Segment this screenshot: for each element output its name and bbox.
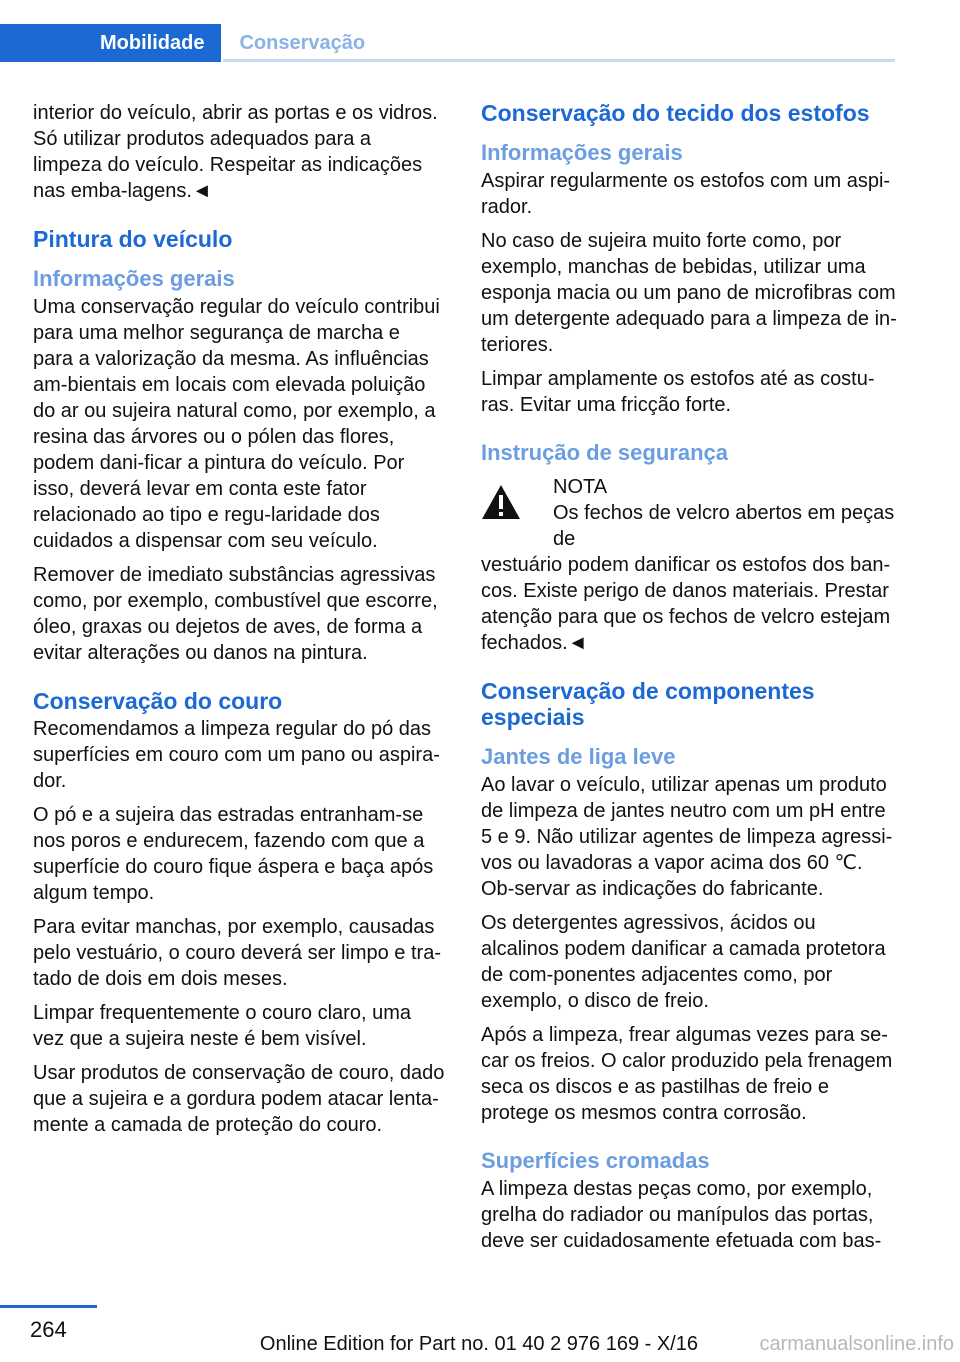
leather-paragraph-2: O pó e a sujeira das estradas entranham-se nos poros e endurecem, fazendo com que a superfície do couro fique áspera e baça após algum tempo. — [33, 804, 434, 904]
safety-note — [481, 474, 897, 656]
chrome-paragraph-1: A limpeza destas peças como, por exemplo, grelha do radiador ou manípulos das portas, deve ser cuidadosamente efetuada com bas‐ — [481, 1178, 882, 1252]
page-number: 264 — [30, 1317, 67, 1342]
leather-paragraph-5: Usar produtos de conservação de couro, dado que a sujeira e a gordura podem atacar lenta‐mente a camada de proteção do couro. — [33, 1062, 445, 1136]
section-title-paint: Pintura do veículo — [33, 226, 233, 252]
header-rule — [223, 59, 895, 62]
watermark: carmanualsonline.info — [759, 1333, 954, 1355]
warning-triangle-icon — [481, 484, 521, 520]
paint-paragraph-1: Uma conservação regular do veículo contribui para uma melhor segurança de marcha e para a valorização da mesma. As influências am‐bientais em locais com elevada poluição do ar ou sujeira natural como, por exemplo, a resina das árvores ou o pólen das flores, podem dani‐ficar a pintura do veículo. Por isso, deverá levar em conta este fator relacionado ao tipo e regu‐laridade dos cuidados a dispensar com seu veículo. — [33, 296, 440, 552]
left-column — [33, 100, 445, 1146]
subsection-title-safety: Instrução de segurança — [481, 440, 728, 465]
wheels-paragraph-2: Os detergentes agressivos, ácidos ou alcalinos podem danificar a camada protetora de com‐ponentes adjacentes como, por exemplo, o disco de freio. — [481, 912, 886, 1012]
leather-paragraph-1: Recomendamos a limpeza regular do pó das superfícies em couro com um pano ou aspira‐dor. — [33, 718, 440, 792]
note-first-line: Os fechos de velcro abertos em peças de — [553, 502, 895, 550]
note-body: vestuário podem danificar os estofos dos ban‐cos. Existe perigo de danos materiais. Prestar atenção para que os fechos de velcro estejam fechados.◄ — [481, 554, 891, 654]
section-title-special: Conservação de componentes especiais — [481, 678, 815, 730]
subsection-title-chrome: Superfícies cromadas — [481, 1148, 710, 1173]
right-column — [481, 100, 897, 1262]
footer-accent-bar — [0, 1305, 97, 1308]
tab-conservacao[interactable]: Conservação — [239, 31, 366, 54]
subsection-title-wheels: Jantes de liga leve — [481, 744, 676, 769]
wheels-paragraph-3: Após a limpeza, frear algumas vezes para se‐car os freios. O calor produzido pela frenagem seca os discos e as pastilhas de freio e protege os mesmos contra corrosão. — [481, 1024, 893, 1124]
leather-paragraph-4: Limpar frequentemente o couro claro, uma vez que a sujeira neste é bem visível. — [33, 1002, 411, 1050]
note-label: NOTA — [553, 476, 608, 498]
wheels-paragraph-1: Ao lavar o veículo, utilizar apenas um produto de limpeza de jantes neutro com um pH entre 5 e 9. Não utilizar agentes de limpeza agressi‐vos ou lavadoras a vapor acima dos 60 ℃. Ob‐servar as indicações do fabricante. — [481, 774, 893, 900]
subsection-title-paint-general: Informações gerais — [33, 266, 235, 291]
edition-text: Online Edition for Part no. 01 40 2 976 169 - X/16 — [259, 1333, 698, 1355]
intro-paragraph: interior do veículo, abrir as portas e os vidros. Só utilizar produtos adequados para a limpeza do veículo. Respeitar as indicações nas emba‐lagens.◄ — [33, 102, 438, 202]
paint-paragraph-2: Remover de imediato substâncias agressivas como, por exemplo, combustível que escorre, óleo, graxas ou dejetos de aves, de forma a evitar alterações ou danos na pintura. — [33, 564, 438, 664]
fabric-paragraph-3: Limpar amplamente os estofos até as costu‐ras. Evitar uma fricção forte. — [481, 368, 875, 416]
tab-mobilidade[interactable]: Mobilidade — [0, 24, 221, 62]
header-tabs — [0, 24, 383, 62]
subsection-title-fabric-general: Informações gerais — [481, 140, 683, 165]
fabric-paragraph-1: Aspirar regularmente os estofos com um aspi‐rador. — [481, 170, 891, 218]
section-title-fabric: Conservação do tecido dos estofos — [481, 100, 870, 126]
fabric-paragraph-2: No caso de sujeira muito forte como, por exemplo, manchas de bebidas, utilizar uma esponja macia ou um pano de microfibras com um detergente adequado para a limpeza de in‐teriores. — [481, 230, 897, 356]
leather-paragraph-3: Para evitar manchas, por exemplo, causadas pelo vestuário, o couro deverá ser limpo e tra‐tado de dois em dois meses. — [33, 916, 441, 990]
section-title-leather: Conservação do couro — [33, 688, 283, 714]
